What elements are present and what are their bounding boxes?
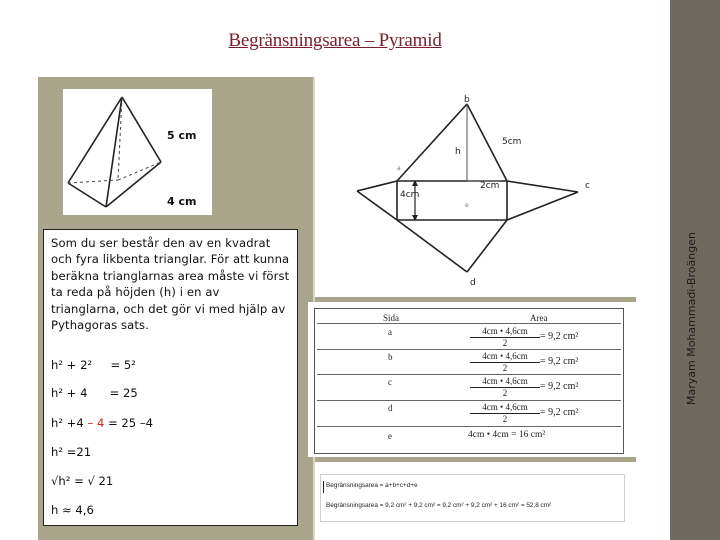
table-row-fraction (470, 402, 540, 424)
net-label-e: e (465, 202, 469, 209)
formula-3 (51, 415, 153, 431)
formula-2: h² + 4 = 25 (51, 386, 138, 400)
table-row-fraction (470, 326, 540, 348)
formula-3-red: – 4 (87, 416, 105, 430)
page-title: Begränsningsarea – Pyramid (228, 30, 442, 51)
explanation-box (43, 229, 298, 526)
formula-4: h² =21 (51, 445, 92, 459)
table-row-fraction (470, 376, 540, 398)
explanation-text: Som du ser består den av en kvadrat och fyra likbenta trianglar. För att kunna beräkna trianglarnas area måste vi först ta reda på höjden (h) i en av trianglarna, och det gör vi med hjälp av Pythagoras sats. (51, 236, 290, 333)
net-label-slant: 5cm (502, 137, 522, 147)
table-divider (317, 426, 621, 427)
table-row-side: d (388, 403, 393, 413)
table-divider (317, 400, 621, 401)
author-label: Maryam Mohammadi-Broängen (685, 232, 698, 405)
slant-label: 5 cm (167, 129, 197, 142)
net-label-height: 4cm (400, 190, 420, 200)
table-row-side: b (388, 352, 393, 362)
table-row-side: a (388, 327, 392, 337)
fraction-numerator: 4cm • 4,6cm (470, 351, 540, 363)
pyramid-illustration (63, 89, 212, 215)
fraction-numerator: 4cm • 4,6cm (470, 376, 540, 388)
formula-5: √h² = √ 21 (51, 474, 114, 488)
table-row-result: = 9,2 cm² (540, 356, 579, 367)
table-row-result: = 9,2 cm² (540, 407, 579, 418)
fraction-denominator: 2 (502, 388, 508, 398)
formula-1: h² + 2² = 5² (51, 358, 136, 372)
sum-formula: Begränsningsarea = a+b+c+d+e (326, 482, 418, 489)
net-label-c: c (585, 181, 590, 191)
table-divider (317, 349, 621, 350)
net-label-half: 2cm (480, 181, 500, 191)
formula-3-a: h² +4 (51, 416, 88, 430)
table-row-side: c (388, 377, 392, 387)
fraction-denominator: 2 (502, 363, 508, 373)
total-area-box (320, 474, 625, 522)
fraction-numerator: 4cm • 4,6cm (470, 326, 540, 338)
formula-3-b: = 25 –4 (104, 416, 154, 430)
fraction-denominator: 2 (502, 414, 508, 424)
table-row-result: = 9,2 cm² (540, 331, 579, 342)
table-row-fraction (470, 351, 540, 373)
formula-6: h ≈ 4,6 (51, 503, 94, 517)
table-header-side: Sida (383, 313, 400, 323)
table-row-side: e (388, 431, 392, 441)
text-cursor (323, 481, 324, 493)
table-divider (317, 374, 621, 375)
base-label: 4 cm (167, 195, 197, 208)
table-row-result: = 9,2 cm² (540, 381, 579, 392)
net-label-a: a (397, 165, 401, 172)
net-label-h: h (455, 147, 461, 157)
sum-calculation: Begränsningsarea = 9,2 cm² + 9,2 cm² = 9,2 cm² + 9,2 cm² + 16 cm² = 52,8 cm² (326, 502, 552, 509)
net-label-d: d (470, 278, 476, 288)
table-row-expression: 4cm • 4cm = 16 cm² (468, 430, 546, 440)
table-header-area: Area (530, 313, 548, 323)
pyramid-net-illustration (320, 92, 620, 297)
area-table (314, 308, 624, 454)
table-divider (317, 323, 621, 324)
fraction-denominator: 2 (502, 338, 508, 348)
fraction-numerator: 4cm • 4,6cm (470, 402, 540, 414)
net-label-b: b (464, 95, 470, 105)
